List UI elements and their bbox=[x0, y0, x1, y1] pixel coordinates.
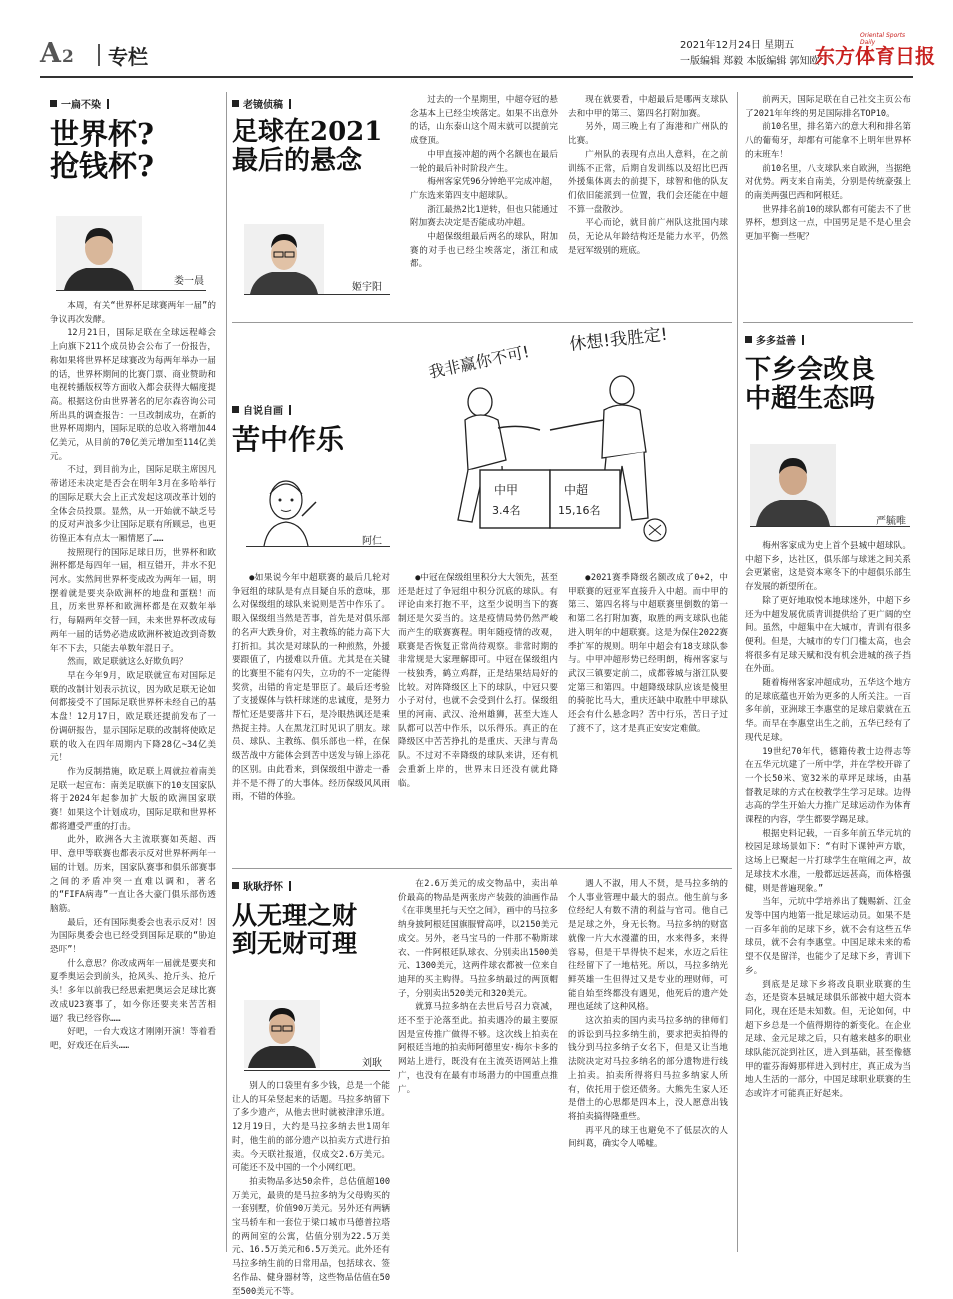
byline-a6: 刘耿 bbox=[362, 1058, 382, 1069]
article-body-a5: 梅州客家成为史上首个县城中超球队。中超下乡，达社区，俱乐部与球迷之间关系会更紧密，这是资本寒冬下的中超俱乐部生存发展的新望所在。 除了更好地取悦本地球迷外，中超下乡还为中超发展优质青训提供给了更广阔的空间。虽然，中超集中在大城市，青训有很多便利。但是，大城市的专门门槛太高，也会将很多有足球天赋和没有机会进城的孩子挡在外面。 随着梅州客家冲超成功，五华这个地方的足球底蕴也开始为更多的人所关注。一百多年前，亚洲球王李惠堂的足球启蒙就在五华。而早在李惠堂出生之前，五华已经有了现代足球。 19世纪70年代，德籍传教士边得志等在五华元坑建了一所中学，并在学校开辟了一个长50米、宽32米的草坪足球场，由基督教足球的方式在校教学生学习足球。边得志高的学生开始大力推广足球运动作为体育课程的内容，学生都要学踢足球。 根据史料记载，一百多年前五华元坑的校园足球场景如下：“有时下课钟声方歇，这场上已聚起一片打球学生在喧闹之声，故足球技术水准，一般都远远甚高，而体格强健，则是普遍现象。” 当年，元坑中学培养出了魏赐新、江金发等中国内地第一批足球运动员。如果不是一百多年前的足球下乡，就不会有这些五华球员，就不会有李惠堂。中国足球未来的希望不仅是留洋，也能少了足球下乡，青训下乡。 到底是足球下乡将改良职业联赛的生态，还是资本县城足球俱乐部被中超大资本同化，现在还是未知数。但，无论如何，中超下乡总是一个值得期待的新变化。在企业足球、金元足球之后，只有越来越多的职业球队能沉淀到社区，进入到基础，甚至像德甲的霍芬海姆那样进入到村庄，真正成为当地人生活的一部分，中国足球职业联赛的生态或许才可能真正好起来。 bbox=[745, 541, 911, 1100]
cartoon-box-left: 中甲 bbox=[494, 483, 519, 497]
article-body-a6-col1: 别人的口袋里有多少钱，总是一个能让人的耳朵竖起来的话题。马拉多纳留下了多少遗产，从他去世时就被津津乐道。12月19日，大约是马拉多纳去世1周年时，他生前的部分遗产以拍卖方式进行拍卖。今天联社报道，仅成交2.6万美元。可能还不及中国的一个小网红吧。 拍卖物品多达50余件，总估值超100万美元，最贵的是马拉多纳为父母购买的一套别墅，价值90万美元。另外还有两辆宝马轿车和一套位于梁口城市马德普拉塔的两间室的公寓，估值分别为22.5万美元、16.5万美元和6.5万美元。此外还有马拉多纳生前的日常用品，包括球衣、签名作品、健身器材等，这些物品估值在50至500美元不等。 bbox=[232, 1081, 390, 1297]
byline-rule bbox=[244, 1070, 390, 1071]
cartoon-box-right: 中超 bbox=[564, 483, 589, 497]
byline-a5: 严毓唯 bbox=[876, 516, 906, 527]
byline-a4: 阿仁 bbox=[362, 536, 382, 547]
section-title: 专栏 bbox=[108, 45, 148, 69]
cartoon-illustration bbox=[410, 320, 740, 550]
column-divider bbox=[226, 92, 227, 1252]
byline-rule bbox=[244, 294, 390, 295]
byline-a2: 姬宇阳 bbox=[352, 282, 382, 293]
headline-a5: 下乡会改良 中超生态吗 bbox=[745, 355, 876, 415]
article-body-a6-col3: 遇人不淑，用人不贤，是马拉多纳的个人事业管理中最大的弱点。他生前与多位经纪人有数不清的利益与官司。他自己是足球之外，身无长物。马拉多纳的财富就像一片大水漫灌的田，水来得多，来得容易，但是干旱得快不起来，水迈之后往往经留下了一地枯死。所以，马拉多纳光鲜英雄一生但得过又是专业的理财师，可能自始至终都没有遇见，他死后的遗产处理也延续了这种风格。 这次拍卖的国内卖马拉多纳的律师们的诉讼到马拉多纳生前，要求把卖拍得的钱分到马拉多纳子女名下，但是又让当地法院决定对马拉多纳名的部分遗物进行线上拍卖。拍卖所得将归马拉多纳家人所有，依托用于偿还债务。大熊先生家人还是借土的心思都是四本上，没人愿意出钱将拍卖搞得隆重些。 再平凡的球王也避免不了低层次的人间纠葛，确实令人唏嘘。 bbox=[568, 879, 728, 1150]
article-body-a4-col3: ●2021赛季降级名额改成了0+2，中甲联赛的冠亚军直接升入中超。而中甲的第三、第四名将与中超联赛里倒数的第一和第二名打附加赛，取胜的两支球队也能进入明年的中超联赛。这是为保住2022赛季扩军的规则。明年中超会有18支球队参与。中甲冲超形势已经明朗，梅州客家与武汉三镇要定前二，成都蓉城与浙江队要定第三和第四。中超降级球队应该是傻里的骑驼比马大，重庆还缺中取胜中甲球队还会有什么悬念吗？苦中行乐，苦日子过了渡不了，这才是真正安安定难做。 bbox=[568, 573, 728, 734]
article-body-a6-col2: 在2.6万美元的成交物品中，卖出单价最高的物品是两张房产装鼓的油画作品《在菲奥里托与天空之间》，画中的马拉多纳身披阿根廷国旗服臂高呼，以2150美元成交。另外，老马宝马的一件那不勒斯球衣、一件阿根廷队球衣、分别卖出1500美元、1300美元，这两件球衣都被一位来自迪拜的买主购得。马拉多纳最过的两顶帽子，分别卖出520美元和320美元。 就算马拉多纳在去世后号召力衰减，还不至于沦落至此。拍卖遇冷的最主要原因是宣传推广做得不够。这次线上拍卖在阿根廷当地的拍卖师阿德里安·梅尔卡多的网站上进行，既没有在主流英语网站上推广，也没有在最有市场潜力的中国重点推广。 bbox=[398, 879, 558, 1095]
byline-rule bbox=[56, 290, 206, 291]
kicker-a6: 耿耿抒怀 bbox=[232, 878, 291, 893]
article-body-a4-col2: ●中冠在保级组里积分大大领先，甚至还是赶过了争冠组中积分沉底的球队。有评论由来打抱不平，这至少说明当下的赛制还是欠妥当的。这是疫情局势仍然严峻而产生的联赛赛程。明年随疫情的改观，联赛是否恢复正常尚待观察。非常时期的非常规是大家理解即可。中冠在保级组内一枝独秀，鹤立鸡群，正是结果结局好的比较。对阵降级区上下的球队，中冠只要小子对付，也就不会受到什么打。保级组里的河南、武汉、沧州雄狮，甚至大连人队都可以苦中作乐，以乐得乐。真正的在降级区中苦苦挣扎的是重庆、天津与青岛队。不过对不幸降级的球队来讲，还有机会重新上岸的，世界末日还没有就此降临。 bbox=[398, 573, 558, 789]
author-photo-a5 bbox=[750, 444, 836, 526]
kicker-a5: 多多益善 bbox=[745, 332, 804, 347]
cartoon-box-left-num: 3.4名 bbox=[492, 504, 521, 517]
section-rule bbox=[743, 322, 913, 323]
cartoonist-avatar bbox=[246, 472, 326, 546]
cartoon-speech-left: 我非赢你不可! bbox=[426, 342, 532, 382]
column-divider bbox=[737, 92, 738, 1252]
headline-a6: 从无理之财 到无财可理 bbox=[232, 901, 358, 958]
logo-english: Oriental Sports Daily bbox=[860, 32, 906, 46]
kicker-a2: 老镜侦稿 bbox=[232, 96, 291, 111]
section-rule bbox=[232, 868, 732, 869]
editors-line: 一版编辑 郑毅 本版编辑 郭知欧 bbox=[680, 56, 820, 67]
article-body-a3: 前两天，国际足联在自己社交主页公布了2021年年终的男足国际排名TOP10。 前10名里，排名第六的意大利和排名第八的葡萄牙，却都有可能拿不上明年世界杯的末班车！ 前10名里，八支球队来自欧洲，当据绝对优势。两支来自南美，分别是传统豪强上的南美两强巴西和阿根廷。 世界排名前10的球队都有可能去不了世界杯，想到这一点，中国男足是不是心里会更加平衡一些呢？ bbox=[745, 95, 911, 243]
header-rule bbox=[40, 76, 913, 78]
cartoon-speech-right: 休想!我胜定! bbox=[568, 324, 669, 355]
byline-a1: 娄一晨 bbox=[174, 276, 204, 287]
cartoon-box-right-num: 15,16名 bbox=[558, 504, 601, 517]
headline-a1: 世界杯? 抢钱杯? bbox=[50, 117, 154, 184]
headline-a4: 苦中作乐 bbox=[232, 423, 345, 456]
article-body-a4-col1: ●如果说今年中超联赛的最后几轮对争冠组的球队是有点目疑自乐的意味，那么对保级组的球队来说则是苦中作乐了。眼入保级组当然是苦事，首先是对俱乐部的名声大跌身价，对主教练的能力高下大打折扣。其次是对球队的一种煎熬，外援要跟值了，内援难以升值。尤其是在关键的比赛里不能有闪失，立功的不一定能得奖赏，出错的肯定是罪臣了。最后还考验了支援媒体与铁杆球迷的忠诚度，是努力帮忙还是要落井下石，是冷眼热讽还是乘热捉主持。人在黑龙江时见识了朋友。球员、球队、主教练、俱乐部也一样，在保级苦战中方能体会到苦中送发与锦上添花的区别。由此看来，到保级组中游走一番并不是不得了的大事体。经历保级风风雨雨，不错的体验。 bbox=[232, 573, 390, 803]
article-body-a2-col1: 过去的一个星期里，中超夺冠的悬念基本上已经尘埃落定。如果不出意外的话，山东泰山这个周末就可以提前完成登顶。 中甲直接冲超的两个名额也在最后一轮的最后补时阶段产生。 梅州客家凭96分钟绝平完成冲超，广东选来第四支中超球队。 浙江最热2比1逆转，但也只能通过附加赛去决定是否能成功冲超。 中超保级组最后两名的球队，附加赛的对手也已经尘埃落定，浙江和成都。 bbox=[410, 95, 558, 270]
author-photo-a6 bbox=[244, 1000, 320, 1068]
kicker-a4: 自说自画 bbox=[232, 402, 291, 417]
kicker-a1: 一扁不染 bbox=[50, 96, 109, 111]
page-number: A 2 bbox=[40, 38, 73, 69]
header-divider bbox=[98, 44, 100, 66]
page-header bbox=[40, 32, 935, 74]
newspaper-logo: 东方体育日报 bbox=[815, 44, 935, 68]
article-body-a2-col2: 现在就要看，中超最后是哪两支球队去和中甲的第三、第四名打附加赛。 另外，周三晚上有了海港和广州队的比赛。 广州队的表现有点出人意料，在之前训练不正常，后期自发训练以及绍比巴西外援集体离去的前提下，球智和他的队友们依旧能派到一位置，我们会还能在中超不算一盘散沙。 平心而论，就目前广州队这批国内球员，无论从年龄结构还是能力水平，仍然是冠军级别的班底。 bbox=[568, 95, 728, 256]
article-body-a1: 本周，有关“世界杯足球赛两年一届”的争议再次发酵。 12月21日，国际足联在全球远程峰会上向旗下211个成员协会公布了一份报告，称如果将世界杯足球赛改为每两年举办一届的话，世界杯期间的比赛门票、商业赞助和电视转播版权等方面收入都会获得大幅度提高。根据这份由世界著名的尼尔森咨询公司所出具的调查报告：一旦改制成功，在新的世界杯周期内，国际足联的总收入将增加44亿美元，从目前的70亿美元增加至114亿美元。 不过，到目前为止，国际足联主席因凡蒂诺还未决定是否会在明年3月在多哈举行的国际足联大会上正式发起这项改革计划的全体会员投票。显然，从一开始就不缺乏号的反对声浪多少让国际足联有所顾忌，也更彷徨正本有点太一厢情愿了…… 按照现行的国际足球日历，世界杯和欧洲杯都是每四年一届，相互错开，井水不犯河水。实然间世界杯变成改为两年一届，明摆着就是要夹杂欧洲杯的地盘和蛋糕！而且，历来世界杯和欧洲杯都是在双数年举行，每隔两年交替一回，未来世界杯改成每两年一届的话势必造成欧洲杯被迫改到奇数年不下去，只能去单数年混日子。 然而，欧足联就这么好欺负吗？ 早在今年9月，欧足联就宣布对国际足联的改制计划表示抗议，因为欧足联无论如何都接受不了国际足联世界杯未经自己的基本盘！12月17日，欧足联还提前发布了一份调研报告，显示国际足联的改制将使欧足联的收入在四年周期内下降28亿~34亿美元！ 作为反制措施，欧足联上周就拉着南美足联一起宣布：南美足联旗下的10支国家队将于2024年起参加扩大版的欧洲国家联赛！如果这个计划成功，国际足联和世界杯都将遭受严重的打击。 此外，欧洲各大主流联赛如英超、西甲、意甲等联赛也都表示反对世界杯两年一届的计划。历来，国家队赛事和俱乐部赛事之间的矛盾冲突一直难以调和，著名的“FIFA病毒”一直让各大豪门俱乐部伤透脑筋。 最后，还有国际奥委会也表示反对！因为国际奥委会也已经受到国际足联的“胁迫恐吓”！ 什么意思？你改成两年一届就是要夹和夏季奥运会到前头，抢风头、抢斤头、抢斤头！多年以前我已经思索把奥运会足球比赛改成U23赛事了，如今你还要夹来苦苦相逼？我已经容你…… 好吧，一台大戏这才刚刚开演！等着看吧，好戏还在后头…… bbox=[50, 301, 216, 1051]
issue-date: 2021年12月24日 星期五 bbox=[680, 40, 795, 51]
headline-a2: 足球在2021 最后的悬念 bbox=[232, 117, 383, 177]
